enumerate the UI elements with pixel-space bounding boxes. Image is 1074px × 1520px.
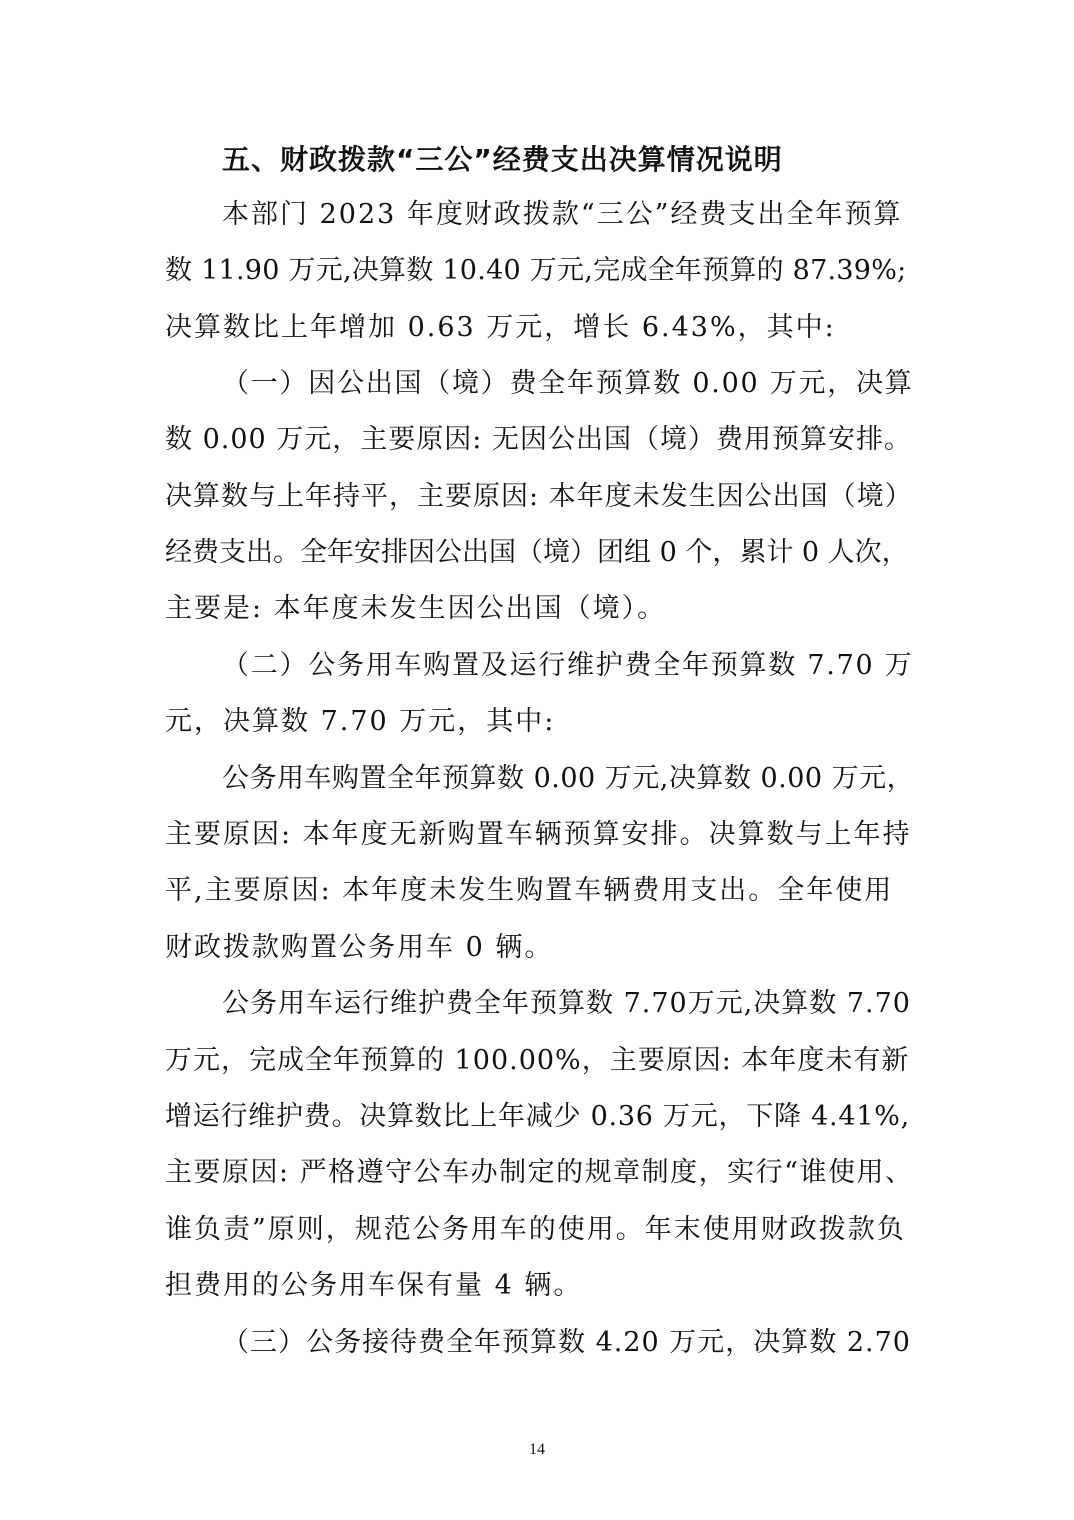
paragraph-line: 万元，完成全年预算的 100.00%，主要原因: 本年度未有新 — [165, 1045, 910, 1076]
section-heading: 五、财政拨款“三公”经费支出决算情况说明 — [222, 143, 783, 176]
paragraph-line: 公务用车运行维护费全年预算数 7.70万元,决算数 7.70 — [222, 988, 911, 1019]
paragraph-line: 公务用车购置全年预算数 0.00 万元,决算数 0.00 万元， — [222, 763, 915, 794]
page-number: 14 — [529, 1441, 545, 1458]
paragraph-line: 决算数比上年增加 0.63 万元，增长 6.43%，其中: — [165, 312, 836, 343]
paragraph-line: 数 11.90 万元,决算数 10.40 万元,完成全年预算的 87.39%; — [165, 255, 907, 286]
paragraph-line: 主要原因: 本年度无新购置车辆预算安排。决算数与上年持 — [165, 819, 912, 850]
paragraph-line: （三）公务接待费全年预算数 4.20 万元，决算数 2.70 — [222, 1327, 911, 1358]
paragraph-line: 增运行维护费。决算数比上年减少 0.36 万元，下降 4.41%, — [165, 1101, 910, 1132]
paragraph-line: 决算数与上年持平，主要原因: 本年度未发生因公出国（境） — [165, 481, 913, 512]
paragraph-line: （二）公务用车购置及运行维护费全年预算数 7.70 万 — [222, 650, 914, 681]
paragraph-line: 主要原因: 严格遵守公车办制定的规章制度，实行“谁使用、 — [165, 1157, 914, 1188]
paragraph-line: 主要是: 本年度未发生因公出国（境）。 — [165, 593, 667, 624]
paragraph-line: （一）因公出国（境）费全年预算数 0.00 万元，决算 — [222, 368, 914, 399]
paragraph-line: 担费用的公务用车保有量 4 辆。 — [165, 1270, 583, 1301]
paragraph-line: 数 0.00 万元，主要原因: 无因公出国（境）费用预算安排。 — [165, 424, 912, 455]
paragraph-line: 财政拨款购置公务用车 0 辆。 — [165, 932, 554, 963]
paragraph-line: 平,主要原因: 本年度未发生购置车辆费用支出。全年使用 — [165, 875, 894, 906]
paragraph-line: 本部门 2023 年度财政拨款“三公”经费支出全年预算 — [222, 199, 903, 230]
paragraph-line: 元，决算数 7.70 万元，其中: — [165, 706, 556, 737]
paragraph-line: 经费支出。全年安排因公出国（境）团组 0 个，累计 0 人次， — [165, 537, 909, 568]
paragraph-line: 谁负责”原则，规范公务用车的使用。年末使用财政拨款负 — [165, 1214, 906, 1245]
